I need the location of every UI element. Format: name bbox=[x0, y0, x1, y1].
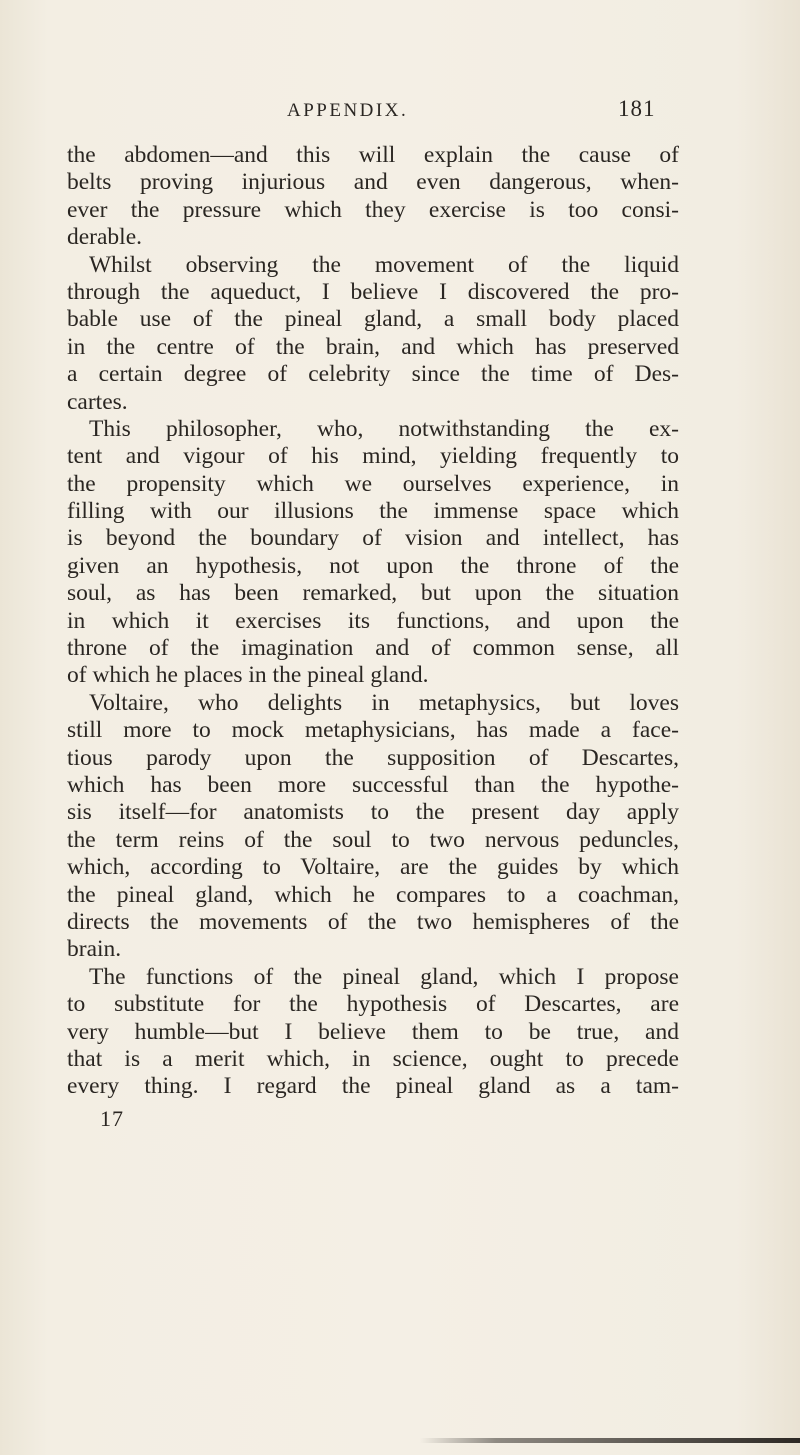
running-head bbox=[0, 96, 800, 130]
text-line: the pineal gland, which he compares to a coachman, bbox=[67, 881, 679, 908]
text-line: to substitute for the hypothesis of Descartes, are bbox=[67, 991, 679, 1018]
text-line: still more to mock metaphysicians, has made a face- bbox=[67, 717, 679, 744]
text-line: soul, as has been remarked, but upon the situation bbox=[67, 580, 679, 607]
text-line: in which it exercises its functions, and upon the bbox=[67, 607, 679, 634]
text-line: The functions of the pineal gland, which I propose bbox=[89, 963, 679, 990]
body-text bbox=[67, 142, 679, 1101]
signature-mark: 17 bbox=[100, 1106, 124, 1131]
text-line: cartes. bbox=[67, 388, 128, 415]
text-line: directs the movements of the two hemispheres of the bbox=[67, 908, 679, 935]
text-line: sis itself—for anatomists to the present day apply bbox=[67, 799, 679, 826]
text-line: Whilst observing the movement of the liquid bbox=[89, 251, 679, 278]
text-line: the term reins of the soul to two nervous peduncles, bbox=[67, 826, 679, 853]
text-line: brain. bbox=[67, 936, 122, 963]
text-line: This philosopher, who, notwithstanding the ex- bbox=[89, 415, 679, 442]
page-edge-shadow bbox=[420, 1438, 800, 1443]
text-line: derable. bbox=[67, 224, 143, 251]
text-line: in the centre of the brain, and which has preserved bbox=[67, 333, 679, 360]
text-line: throne of the imagination and of common sense, all bbox=[67, 635, 679, 662]
text-line: of which he places in the pineal gland. bbox=[67, 662, 429, 689]
text-line: given an hypothesis, not upon the throne of the bbox=[67, 552, 679, 579]
text-line: tious parody upon the supposition of Descartes, bbox=[67, 744, 679, 771]
text-line: belts proving injurious and even dangerous, when- bbox=[67, 169, 679, 196]
text-line: tent and vigour of his mind, yielding frequently to bbox=[67, 443, 679, 470]
text-line: is beyond the boundary of vision and intellect, has bbox=[67, 525, 679, 552]
text-line: a certain degree of celebrity since the time of Des- bbox=[67, 361, 679, 388]
running-title: APPENDIX. bbox=[287, 100, 409, 121]
text-line: filling with our illusions the immense space which bbox=[67, 498, 679, 525]
text-line: very humble—but I believe them to be true, and bbox=[67, 1018, 679, 1045]
text-line: which, according to Voltaire, are the guides by which bbox=[67, 854, 679, 881]
text-line: ever the pressure which they exercise is too consi- bbox=[67, 196, 679, 223]
text-line: which has been more successful than the hypothe- bbox=[67, 771, 679, 798]
text-line: the abdomen—and this will explain the cause of bbox=[67, 142, 679, 168]
text-line: bable use of the pineal gland, a small body placed bbox=[67, 306, 679, 333]
text-line: the propensity which we ourselves experience, in bbox=[67, 470, 679, 497]
text-line: through the aqueduct, I believe I discovered the pro- bbox=[67, 278, 679, 305]
page-number: 181 bbox=[618, 96, 656, 121]
text-line: every thing. I regard the pineal gland as a tam- bbox=[67, 1073, 679, 1100]
text-line: Voltaire, who delights in metaphysics, but loves bbox=[89, 689, 679, 716]
text-line: that is a merit which, in science, ought to precede bbox=[67, 1045, 679, 1072]
